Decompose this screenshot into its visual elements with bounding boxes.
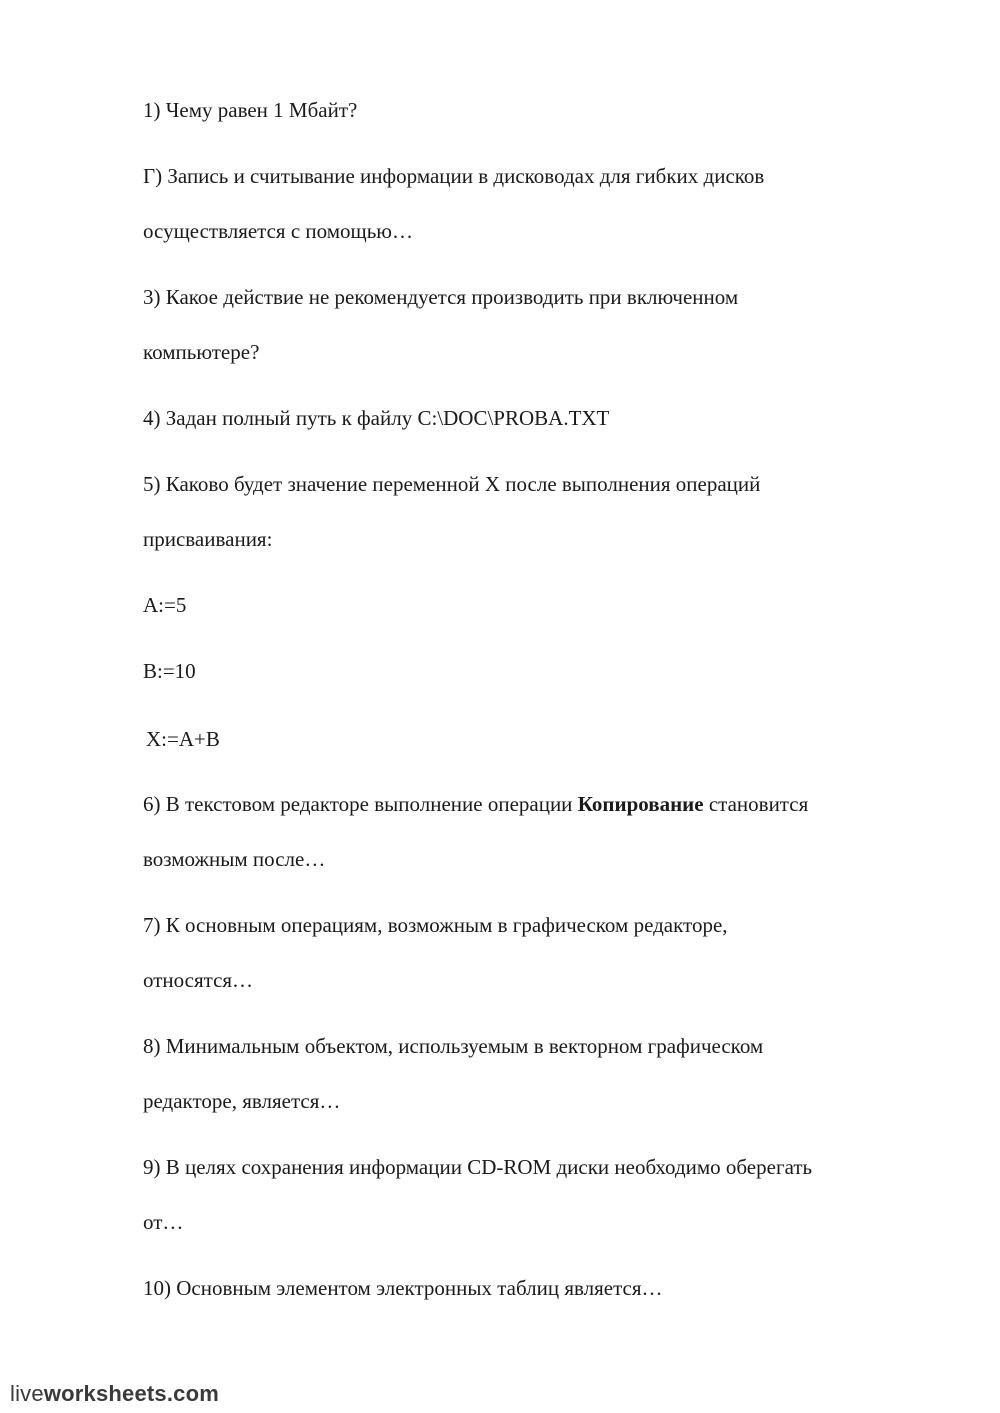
question-9-line-2: от… [143,1210,184,1234]
question-7-line-1: 7) К основным операциям, возможным в графическом редакторе, [143,913,728,937]
question-5-line-2: присваивания: [143,527,273,551]
question-6-text-post: становится [703,792,809,816]
question-6-line-1 [143,791,808,817]
question-8-line-1: 8) Минимальным объектом, используемым в векторном графическом [143,1034,764,1058]
question-3-line-2: компьютере? [143,340,260,364]
question-5-assign-a: A:=5 [143,593,187,617]
logo-worksheets-text: worksheets [43,1381,167,1406]
question-2-line-1: Г) Запись и считывание информации в дисководах для гибких дисков [143,164,765,188]
question-5-assign-x: X:=A+B [146,727,220,751]
question-6-bold-term: Копирование [577,792,704,816]
question-5-assign-b: B:=10 [143,659,196,683]
question-7-line-2: относятся… [143,968,254,992]
question-5-line-1: 5) Каково будет значение переменной X после выполнения операций [143,472,761,496]
liveworksheets-logo [10,1380,219,1408]
logo-live-text: live [10,1381,44,1406]
question-2-line-2: осуществляется с помощью… [143,219,413,243]
question-3-line-1: 3) Какое действие не рекомендуется производить при включенном [143,285,739,309]
question-8-line-2: редакторе, является… [143,1089,341,1113]
question-9-line-1: 9) В целях сохранения информации CD-ROM диски необходимо оберегать [143,1155,813,1179]
question-4: 4) Задан полный путь к файлу C:\DOC\PROBA.TXT [143,406,610,430]
question-10: 10) Основным элементом электронных таблиц является… [143,1276,663,1300]
logo-domain-text: .com [166,1381,220,1406]
question-1: 1) Чему равен 1 Мбайт? [143,98,358,122]
question-6-text-pre: 6) В текстовом редакторе выполнение операции [143,792,578,816]
question-6-line-2: возможным после… [143,847,326,871]
